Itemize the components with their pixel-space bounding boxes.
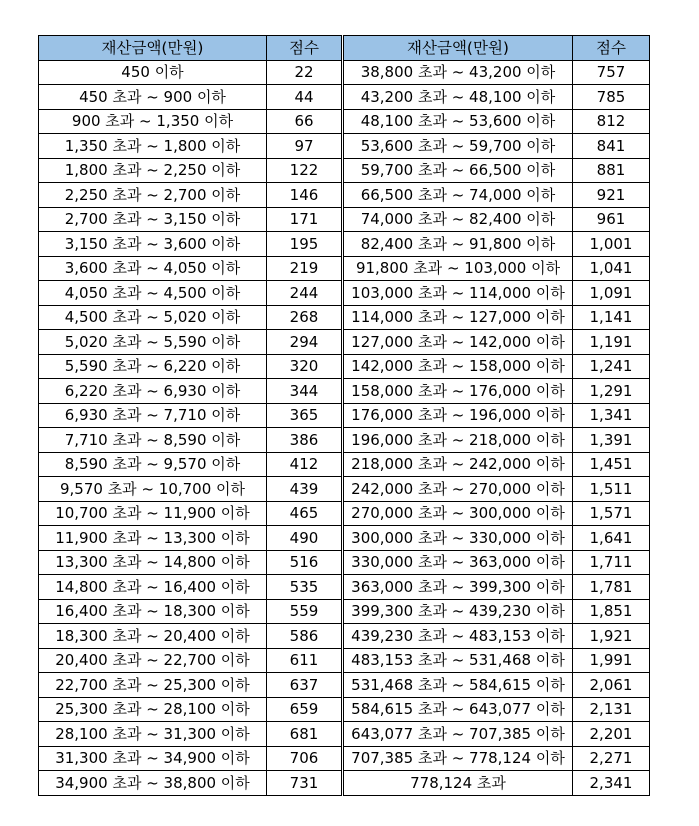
amount-range-right: 363,000 초과 ~ 399,300 이하 — [343, 575, 573, 600]
amount-range-right: 103,000 초과 ~ 114,000 이하 — [343, 281, 573, 306]
table-row — [39, 575, 650, 600]
table-row — [39, 354, 650, 379]
amount-range-left: 6,930 초과 ~ 7,710 이하 — [39, 403, 267, 428]
amount-range-left: 5,590 초과 ~ 6,220 이하 — [39, 354, 267, 379]
amount-range-right: 584,615 초과 ~ 643,077 이하 — [343, 697, 573, 722]
amount-range-right: 439,230 초과 ~ 483,153 이하 — [343, 624, 573, 649]
score-right: 2,061 — [573, 673, 650, 698]
score-left: 637 — [267, 673, 343, 698]
amount-range-right: 330,000 초과 ~ 363,000 이하 — [343, 550, 573, 575]
table-row — [39, 624, 650, 649]
score-right: 1,991 — [573, 648, 650, 673]
table-row — [39, 134, 650, 159]
score-right: 1,391 — [573, 428, 650, 453]
score-right: 2,131 — [573, 697, 650, 722]
property-score-table — [38, 35, 650, 796]
score-right: 1,001 — [573, 232, 650, 257]
amount-range-left: 34,900 초과 ~ 38,800 이하 — [39, 771, 267, 796]
table-row — [39, 207, 650, 232]
amount-range-left: 450 이하 — [39, 60, 267, 85]
amount-range-left: 450 초과 ~ 900 이하 — [39, 85, 267, 110]
amount-range-right: 48,100 초과 ~ 53,600 이하 — [343, 109, 573, 134]
score-left: 66 — [267, 109, 343, 134]
score-right: 2,271 — [573, 746, 650, 771]
score-right: 1,571 — [573, 501, 650, 526]
amount-range-right: 218,000 초과 ~ 242,000 이하 — [343, 452, 573, 477]
header-amount-right: 재산금액(만원) — [343, 36, 573, 61]
table-row — [39, 109, 650, 134]
header-score-left: 점수 — [267, 36, 343, 61]
amount-range-left: 1,350 초과 ~ 1,800 이하 — [39, 134, 267, 159]
amount-range-right: 82,400 초과 ~ 91,800 이하 — [343, 232, 573, 257]
table-row — [39, 60, 650, 85]
score-left: 97 — [267, 134, 343, 159]
amount-range-right: 483,153 초과 ~ 531,468 이하 — [343, 648, 573, 673]
table-body — [39, 60, 650, 795]
score-right: 1,921 — [573, 624, 650, 649]
score-right: 2,341 — [573, 771, 650, 796]
amount-range-right: 127,000 초과 ~ 142,000 이하 — [343, 330, 573, 355]
score-left: 490 — [267, 526, 343, 551]
score-table-container — [38, 35, 649, 796]
amount-range-left: 3,600 초과 ~ 4,050 이하 — [39, 256, 267, 281]
amount-range-left: 7,710 초과 ~ 8,590 이하 — [39, 428, 267, 453]
score-left: 320 — [267, 354, 343, 379]
score-left: 516 — [267, 550, 343, 575]
score-left: 294 — [267, 330, 343, 355]
table-row — [39, 379, 650, 404]
score-right: 1,291 — [573, 379, 650, 404]
amount-range-left: 11,900 초과 ~ 13,300 이하 — [39, 526, 267, 551]
score-left: 386 — [267, 428, 343, 453]
table-header-row — [39, 36, 650, 61]
amount-range-left: 31,300 초과 ~ 34,900 이하 — [39, 746, 267, 771]
amount-range-right: 270,000 초과 ~ 300,000 이하 — [343, 501, 573, 526]
header-amount-left: 재산금액(만원) — [39, 36, 267, 61]
table-row — [39, 452, 650, 477]
amount-range-left: 10,700 초과 ~ 11,900 이하 — [39, 501, 267, 526]
score-right: 1,711 — [573, 550, 650, 575]
score-left: 559 — [267, 599, 343, 624]
table-row — [39, 722, 650, 747]
amount-range-left: 8,590 초과 ~ 9,570 이하 — [39, 452, 267, 477]
score-right: 841 — [573, 134, 650, 159]
score-right: 785 — [573, 85, 650, 110]
score-left: 244 — [267, 281, 343, 306]
table-row — [39, 183, 650, 208]
amount-range-right: 531,468 초과 ~ 584,615 이하 — [343, 673, 573, 698]
amount-range-right: 707,385 초과 ~ 778,124 이하 — [343, 746, 573, 771]
score-left: 611 — [267, 648, 343, 673]
score-right: 2,201 — [573, 722, 650, 747]
score-left: 171 — [267, 207, 343, 232]
table-row — [39, 746, 650, 771]
score-left: 412 — [267, 452, 343, 477]
amount-range-right: 158,000 초과 ~ 176,000 이하 — [343, 379, 573, 404]
amount-range-right: 196,000 초과 ~ 218,000 이하 — [343, 428, 573, 453]
score-left: 219 — [267, 256, 343, 281]
amount-range-right: 91,800 초과 ~ 103,000 이하 — [343, 256, 573, 281]
table-row — [39, 526, 650, 551]
amount-range-right: 38,800 초과 ~ 43,200 이하 — [343, 60, 573, 85]
score-right: 881 — [573, 158, 650, 183]
score-right: 921 — [573, 183, 650, 208]
amount-range-right: 66,500 초과 ~ 74,000 이하 — [343, 183, 573, 208]
amount-range-left: 1,800 초과 ~ 2,250 이하 — [39, 158, 267, 183]
score-right: 812 — [573, 109, 650, 134]
score-left: 195 — [267, 232, 343, 257]
amount-range-left: 900 초과 ~ 1,350 이하 — [39, 109, 267, 134]
table-row — [39, 599, 650, 624]
amount-range-left: 22,700 초과 ~ 25,300 이하 — [39, 673, 267, 698]
score-right: 961 — [573, 207, 650, 232]
amount-range-left: 13,300 초과 ~ 14,800 이하 — [39, 550, 267, 575]
amount-range-right: 43,200 초과 ~ 48,100 이하 — [343, 85, 573, 110]
amount-range-left: 9,570 초과 ~ 10,700 이하 — [39, 477, 267, 502]
score-left: 731 — [267, 771, 343, 796]
score-left: 268 — [267, 305, 343, 330]
table-row — [39, 232, 650, 257]
table-row — [39, 85, 650, 110]
table-row — [39, 281, 650, 306]
score-left: 365 — [267, 403, 343, 428]
score-left: 439 — [267, 477, 343, 502]
score-right: 1,041 — [573, 256, 650, 281]
table-row — [39, 477, 650, 502]
score-left: 535 — [267, 575, 343, 600]
amount-range-right: 142,000 초과 ~ 158,000 이하 — [343, 354, 573, 379]
score-left: 22 — [267, 60, 343, 85]
score-right: 1,091 — [573, 281, 650, 306]
amount-range-left: 20,400 초과 ~ 22,700 이하 — [39, 648, 267, 673]
amount-range-left: 4,050 초과 ~ 4,500 이하 — [39, 281, 267, 306]
table-row — [39, 428, 650, 453]
amount-range-left: 14,800 초과 ~ 16,400 이하 — [39, 575, 267, 600]
score-left: 146 — [267, 183, 343, 208]
score-left: 122 — [267, 158, 343, 183]
table-row — [39, 256, 650, 281]
amount-range-right: 242,000 초과 ~ 270,000 이하 — [343, 477, 573, 502]
score-right: 1,141 — [573, 305, 650, 330]
amount-range-left: 2,700 초과 ~ 3,150 이하 — [39, 207, 267, 232]
amount-range-right: 176,000 초과 ~ 196,000 이하 — [343, 403, 573, 428]
amount-range-left: 25,300 초과 ~ 28,100 이하 — [39, 697, 267, 722]
table-row — [39, 158, 650, 183]
table-row — [39, 550, 650, 575]
amount-range-right: 300,000 초과 ~ 330,000 이하 — [343, 526, 573, 551]
table-row — [39, 697, 650, 722]
amount-range-left: 5,020 초과 ~ 5,590 이하 — [39, 330, 267, 355]
amount-range-right: 643,077 초과 ~ 707,385 이하 — [343, 722, 573, 747]
score-left: 681 — [267, 722, 343, 747]
amount-range-right: 53,600 초과 ~ 59,700 이하 — [343, 134, 573, 159]
table-row — [39, 648, 650, 673]
score-left: 465 — [267, 501, 343, 526]
amount-range-right: 778,124 초과 — [343, 771, 573, 796]
score-right: 1,851 — [573, 599, 650, 624]
score-left: 586 — [267, 624, 343, 649]
score-left: 706 — [267, 746, 343, 771]
amount-range-left: 16,400 초과 ~ 18,300 이하 — [39, 599, 267, 624]
score-left: 659 — [267, 697, 343, 722]
score-right: 1,781 — [573, 575, 650, 600]
score-right: 1,341 — [573, 403, 650, 428]
amount-range-right: 399,300 초과 ~ 439,230 이하 — [343, 599, 573, 624]
score-left: 344 — [267, 379, 343, 404]
score-left: 44 — [267, 85, 343, 110]
amount-range-right: 74,000 초과 ~ 82,400 이하 — [343, 207, 573, 232]
score-right: 757 — [573, 60, 650, 85]
score-right: 1,641 — [573, 526, 650, 551]
table-row — [39, 673, 650, 698]
amount-range-left: 4,500 초과 ~ 5,020 이하 — [39, 305, 267, 330]
table-row — [39, 771, 650, 796]
amount-range-left: 6,220 초과 ~ 6,930 이하 — [39, 379, 267, 404]
score-right: 1,511 — [573, 477, 650, 502]
amount-range-right: 59,700 초과 ~ 66,500 이하 — [343, 158, 573, 183]
amount-range-left: 3,150 초과 ~ 3,600 이하 — [39, 232, 267, 257]
amount-range-left: 28,100 초과 ~ 31,300 이하 — [39, 722, 267, 747]
table-row — [39, 305, 650, 330]
table-row — [39, 330, 650, 355]
table-row — [39, 501, 650, 526]
table-row — [39, 403, 650, 428]
amount-range-right: 114,000 초과 ~ 127,000 이하 — [343, 305, 573, 330]
amount-range-left: 18,300 초과 ~ 20,400 이하 — [39, 624, 267, 649]
score-right: 1,191 — [573, 330, 650, 355]
score-right: 1,451 — [573, 452, 650, 477]
amount-range-left: 2,250 초과 ~ 2,700 이하 — [39, 183, 267, 208]
header-score-right: 점수 — [573, 36, 650, 61]
score-right: 1,241 — [573, 354, 650, 379]
